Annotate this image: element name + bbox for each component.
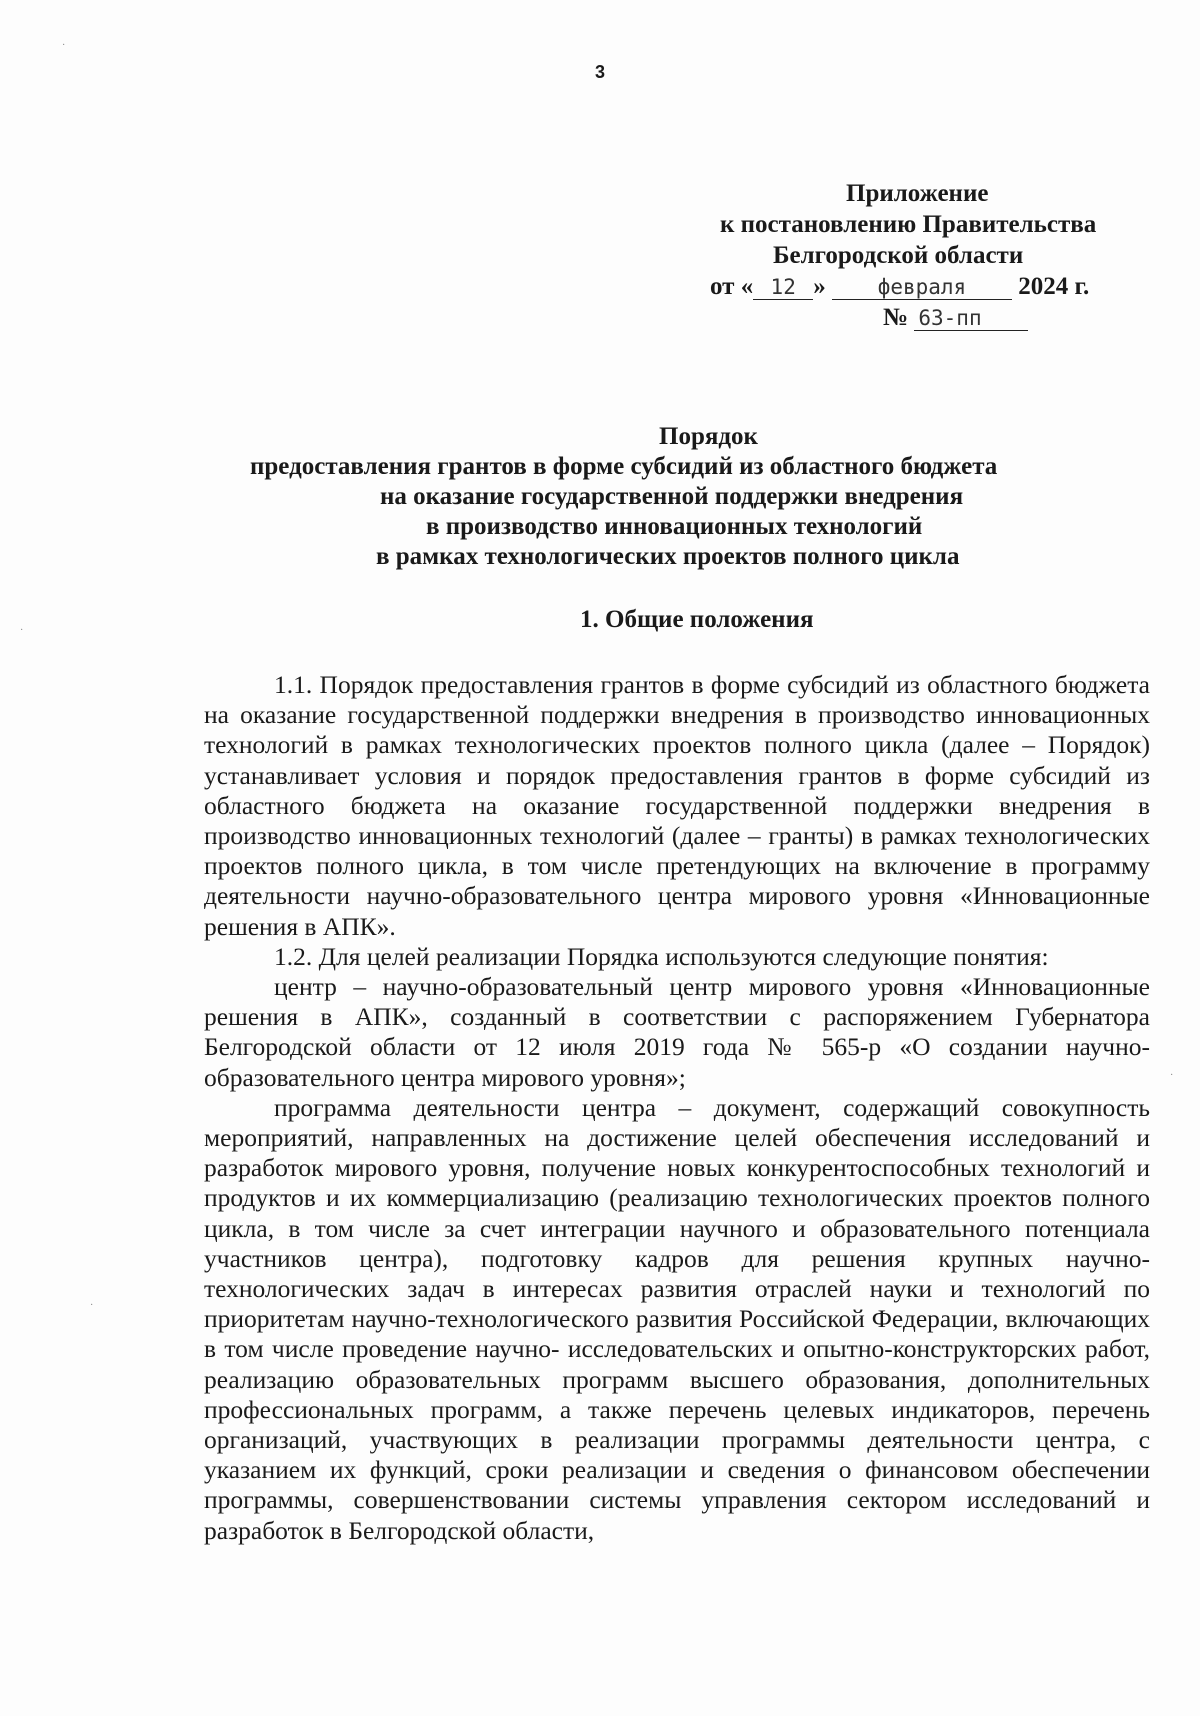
document-number-field: 63-пп <box>914 306 1028 331</box>
scan-speck: · <box>90 1300 94 1311</box>
title-line-5: в рамках технологических проектов полного цикла <box>376 543 960 570</box>
document-title <box>190 422 1080 572</box>
page-number: 3 <box>594 62 605 82</box>
scan-speck: · <box>20 625 24 636</box>
date-prefix: от « <box>710 273 754 300</box>
section-heading: 1. Общие положения <box>580 606 814 633</box>
appendix-date-line <box>640 271 1160 302</box>
date-day-field: 12 <box>753 275 813 300</box>
paragraph-1-2: 1.2. Для целей реализации Порядка используются следующие понятия: <box>274 941 1049 971</box>
scan-speck: · <box>62 40 66 51</box>
date-year: 2024 г. <box>1018 273 1090 300</box>
definition-program: программа деятельности центра – документ, содержащий совокупность мероприятий, направленных на достижение целей обеспечения исследований и разработок мирового уровня, получение новых конкурентоспособных технологий и продуктов и их коммерциализацию (реализацию технологических проектов полного цикла, в том числе за счет интеграции научного и образовательного потенциала участников центра), подготовку кадров для решения крупных научно-технологических задач в интересах развития отраслей науки и технологий по приоритетам научно-технологического развития Российской Федерации, включающих в том числе проведение научно- исследовательских и опытно-конструкторских работ, реализацию образовательных программ высшего образования, дополнительных профессиональных программ, а также перечень целевых индикаторов, перечень организаций, участвующих в реализации программы деятельности центра, с указанием их функций, сроки реализации и сведения о финансовом обеспечении программы, совершенствовании системы управления сектором исследований и разработок в Белгородской области, <box>204 1092 1150 1545</box>
appendix-subtitle: к постановлению Правительства <box>720 211 1097 238</box>
appendix-region: Белгородской области <box>773 242 1024 269</box>
paragraph-1-1: 1.1. Порядок предоставления грантов в форме субсидий из областного бюджета на оказание государственной поддержки внедрения в производство инновационных технологий в рамках технологических проектов полного цикла (далее – Порядок) устанавливает условия и порядок предоставления грантов в форме субсидий из областного бюджета на оказание государственной поддержки внедрения в производство инновационных технологий (далее – гранты) в рамках технологических проектов полного цикла, в том числе претендующих на включение в программу деятельности научно-образовательного центра мирового уровня «Инновационные решения в АПК». <box>204 670 1150 941</box>
body-text <box>204 670 1150 1546</box>
appendix-title: Приложение <box>846 180 989 207</box>
title-line-1: Порядок <box>659 423 758 450</box>
date-mid: » <box>813 273 826 300</box>
title-line-4: в производство инновационных технологий <box>426 513 923 540</box>
date-month-field: февраля <box>832 275 1012 300</box>
title-line-3: на оказание государственной поддержки внедрения <box>380 483 964 510</box>
appendix-number-line <box>640 302 1160 333</box>
scan-speck: · <box>1170 1070 1174 1081</box>
appendix-block <box>640 178 1160 333</box>
number-prefix: № <box>883 304 909 331</box>
definition-center: центр – научно-образовательный центр мирового уровня «Инновационные решения в АПК», созданный в соответствии с распоряжением Губернатора Белгородской области от 12 июля 2019 года № 565-р «О создании научно-образовательного центра мирового уровня»; <box>204 972 1150 1092</box>
title-line-2: предоставления грантов в форме субсидий из областного бюджета <box>250 453 998 480</box>
